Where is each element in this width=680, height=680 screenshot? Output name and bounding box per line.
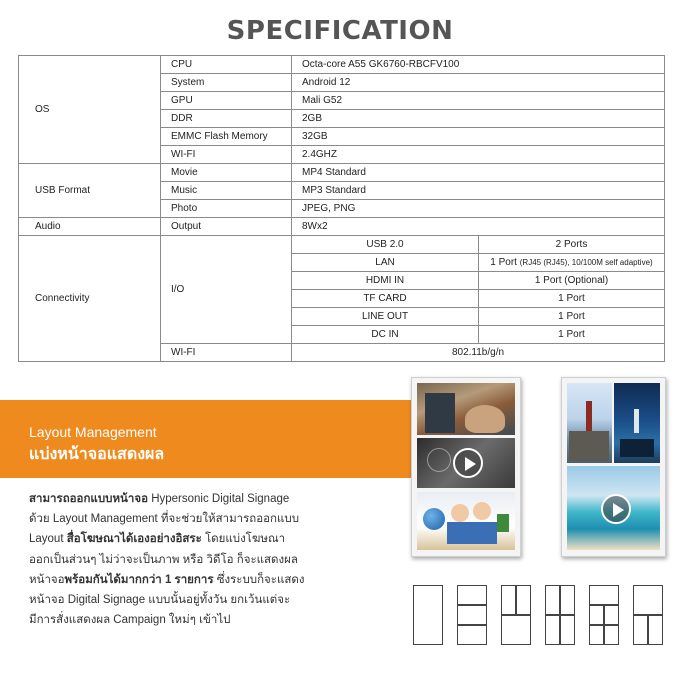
play-icon[interactable] — [453, 448, 483, 478]
layout-template-icon[interactable] — [457, 585, 487, 645]
spec-value: 32GB — [292, 128, 665, 146]
spec-value: MP4 Standard — [292, 164, 665, 182]
io-value-main: 1 Port — [490, 257, 517, 268]
layout-template-icon[interactable] — [589, 585, 619, 645]
kiosk-video — [567, 466, 660, 550]
spec-value: Android 12 — [292, 74, 665, 92]
spec-label: CPU — [161, 56, 292, 74]
spec-value: Mali G52 — [292, 92, 665, 110]
io-value — [479, 254, 665, 272]
spec-group-label: Audio — [19, 218, 161, 236]
spec-label: System — [161, 74, 292, 92]
kiosk-photo — [567, 383, 612, 463]
kiosk-photo — [417, 492, 515, 550]
table-row — [19, 56, 665, 74]
io-port: USB 2.0 — [292, 236, 479, 254]
spec-value: 802.11b/g/n — [292, 344, 665, 362]
spec-value: JPEG, PNG — [292, 200, 665, 218]
io-value: 2 Ports — [479, 236, 665, 254]
table-row — [19, 236, 665, 254]
description-bold-text: สื่อโฆษณาได้เองอย่างอิสระ — [66, 533, 202, 546]
description-line — [29, 509, 314, 529]
io-value: 1 Port — [479, 290, 665, 308]
description-line — [29, 570, 314, 590]
io-value: 1 Port — [479, 326, 665, 344]
spec-label: EMMC Flash Memory — [161, 128, 292, 146]
layout-template-icon[interactable] — [545, 585, 575, 645]
spec-label: GPU — [161, 92, 292, 110]
spec-value: 8Wx2 — [292, 218, 665, 236]
spec-label: Photo — [161, 200, 292, 218]
spec-label: Output — [161, 218, 292, 236]
layout-heading-en: Layout Management — [29, 424, 157, 440]
spec-value: Octa-core A55 GK6760-RBCFV100 — [292, 56, 665, 74]
description-text: มีการสั่งแสดงผล Campaign ใหม่ๆ เข้าไป — [29, 614, 231, 627]
io-value-note: (RJ45 (RJ45), 10/100M self adaptive) — [519, 258, 653, 267]
io-port: LAN — [292, 254, 479, 272]
kiosk-photo — [417, 383, 515, 435]
description-text: หน้าจอ Digital Signage แบบนั้นอยู่ทั้งวัน ยกเว้นแต่จะ — [29, 594, 291, 607]
description-text: ซึ่งระบบก็จะแสดง — [213, 573, 305, 586]
description-line — [29, 590, 314, 610]
table-row — [19, 218, 665, 236]
description-text: ด้วย Layout Management ที่จะช่วยให้สามารถออกแบบ — [29, 513, 300, 526]
kiosk-display-right — [561, 377, 666, 557]
spec-group-label: OS — [19, 56, 161, 164]
layout-description — [29, 489, 314, 630]
layout-template-icon[interactable] — [413, 585, 443, 645]
io-value: 1 Port (Optional) — [479, 272, 665, 290]
kiosk-video — [417, 438, 515, 488]
spec-label: DDR — [161, 110, 292, 128]
play-icon[interactable] — [601, 494, 631, 524]
kiosk-photo — [614, 383, 660, 463]
io-port: TF CARD — [292, 290, 479, 308]
io-value: 1 Port — [479, 308, 665, 326]
spec-label: Music — [161, 182, 292, 200]
io-port: LINE OUT — [292, 308, 479, 326]
description-text: ออกเป็นส่วนๆ ไม่ว่าจะเป็นภาพ หรือ วิดีโอ ก็จะแสดงผล — [29, 553, 298, 566]
description-text: Layout — [29, 533, 67, 546]
layout-template-icon[interactable] — [501, 585, 531, 645]
spec-value: 2.4GHZ — [292, 146, 665, 164]
spec-label: Movie — [161, 164, 292, 182]
spec-table — [18, 55, 665, 362]
description-text: Hypersonic Digital Signage — [148, 493, 290, 505]
layout-template-icon[interactable] — [633, 585, 663, 645]
description-bold-text: สามารถออกแบบหน้าจอ — [29, 493, 148, 505]
layout-heading-th: แบ่งหน้าจอแสดงผล — [29, 446, 165, 463]
spec-value: 2GB — [292, 110, 665, 128]
description-line — [29, 529, 314, 549]
spec-label: WI-FI — [161, 146, 292, 164]
table-row — [19, 164, 665, 182]
spec-value: MP3 Standard — [292, 182, 665, 200]
description-line — [29, 550, 314, 570]
description-text: หน้าจอ — [29, 573, 65, 586]
description-bold-text: พร้อมกันได้มากกว่า 1 รายการ — [64, 573, 214, 586]
spec-group-label: USB Format — [19, 164, 161, 218]
description-line — [29, 489, 314, 509]
description-text: โดยแบ่งโฆษณา — [201, 533, 286, 546]
io-port: DC IN — [292, 326, 479, 344]
spec-group-label: Connectivity — [19, 236, 161, 362]
page-title: SPECIFICATION — [226, 16, 454, 46]
spec-label: I/O — [161, 236, 292, 344]
kiosk-display-left — [411, 377, 521, 557]
io-port: HDMI IN — [292, 272, 479, 290]
spec-label: WI-FI — [161, 344, 292, 362]
description-line — [29, 610, 314, 630]
